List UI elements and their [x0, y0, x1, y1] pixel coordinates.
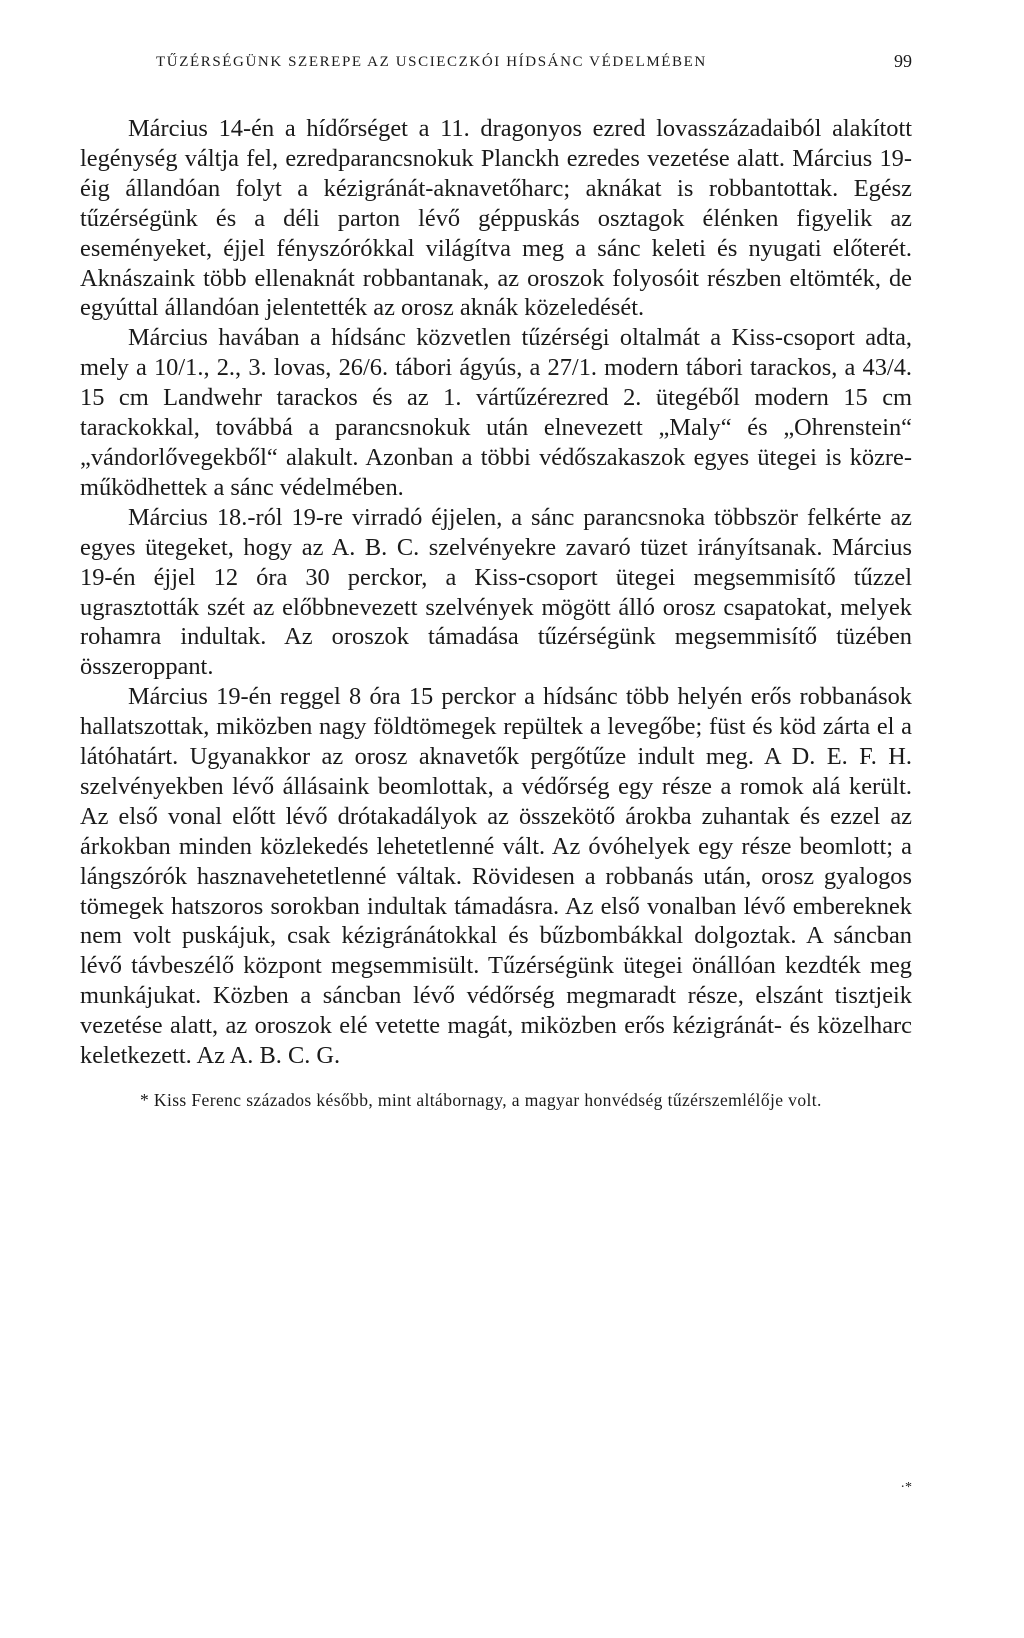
paragraph: Március 14-én a hídőrséget a 11. dragonyos ezred lovasszázadaiból alakított legénység váltja fel, ezredparancsnokuk Planckh ezredes vezetése alatt. Március 19-éig állandóan folyt a kézigránát-aknavetőharc; aknákat is robbantottak. Egész tűzérségünk és a déli parton lévő géppuskás osztagok élénken figyelik az eseményeket, éjjel fényszórókkal világítva meg a sánc keleti és nyugati előterét. Aknászaink több ellenaknát robbantanak, az oroszok folyosóit részben eltömték, de egyúttal állandóan jelentették az orosz aknák közeledését.: [80, 115, 912, 322]
page-number: 99: [894, 51, 912, 71]
running-header: [80, 48, 912, 78]
body-text: [80, 114, 912, 1071]
paragraph: Március havában a hídsánc közvetlen tűzérségi oltalmát a Kiss-csoport adta, mely a 10/1., 2., 3. lovas, 26/6. tábori ágyús, a 27/1. modern tábori tarackos, a 43/4. 15 cm Landwehr tarackos és az 1. vártűzérezred 2. ütegéből modern 15 cm tarackokkal, továbbá a parancsnokuk után elnevezett „Maly“ és „Ohrenstein“ „vándorlővegekből“ alakult. Azonban a többi védőszakaszok egyes ütegei is közreműködhettek a sánc védelmében.: [80, 324, 912, 501]
book-page: [80, 48, 912, 1495]
footnote-text: * Kiss Ferenc százados később, mint altábornagy, a magyar honvédség tűzérszemlélője volt.: [140, 1090, 822, 1110]
paragraph: Március 19-én reggel 8 óra 15 perckor a hídsánc több helyén erős robbanások hallatszottak, miközben nagy földtömegek repültek a levegőbe; füst és köd zárta el a látóhatárt. Ugyanakkor az orosz aknavetők pergőtűze indult meg. A D. E. F. H. szelvényekben lévő állásaink beomlottak, a védőrség egy része a romok alá került. Az első vonal előtt lévő drótakadályok az összekötő árokba zuhantak és ezzel az árkokban minden közlekedés lehetetlenné vált. Az óvóhelyek egy része beomlott; a lángszórók hasznavehetetlenné váltak. Rövidesen a robbanás után, orosz gyalogos tömegek hatszoros sorokban indultak támadásra. Az első vonalban lévő embereknek nem volt puskájuk, csak kézigránátokkal és bűzbombákkal dolgoztak. A sáncban lévő távbeszélő központ megsemmisült. Tűzérségünk ütegei önállóan kezdték meg munkájukat. Közben a sáncban lévő védőrség megmaradt része, elszánt tisztjeik vezetése alatt, az oroszok elé vetette magát, miközben erős kézigránát- és közelharc keletkezett. Az A. B. C. G.: [80, 683, 912, 1070]
corner-mark: ·*: [900, 1480, 912, 1495]
paragraph: Március 18.-ról 19-re virradó éjjelen, a sánc parancsnoka többször felkérte az egyes ütegeket, hogy az A. B. C. szelvényekre zavaró tüzet irányítsanak. Március 19-én éjjel 12 óra 30 perckor, a Kiss-csoport ütegei megsemmisítő tűzzel ugrasztották szét az előbbnevezett szelvények mögött álló orosz csapatokat, melyek rohamra indultak. Az oroszok támadása tűzérségünk megsemmisítő tüzében összeroppant.: [80, 503, 912, 681]
running-title: TŰZÉRSÉGÜNK SZEREPE AZ USCIECZKÓI HÍDSÁNC VÉDELMÉBEN: [156, 54, 707, 70]
footnote: [80, 1089, 912, 1112]
